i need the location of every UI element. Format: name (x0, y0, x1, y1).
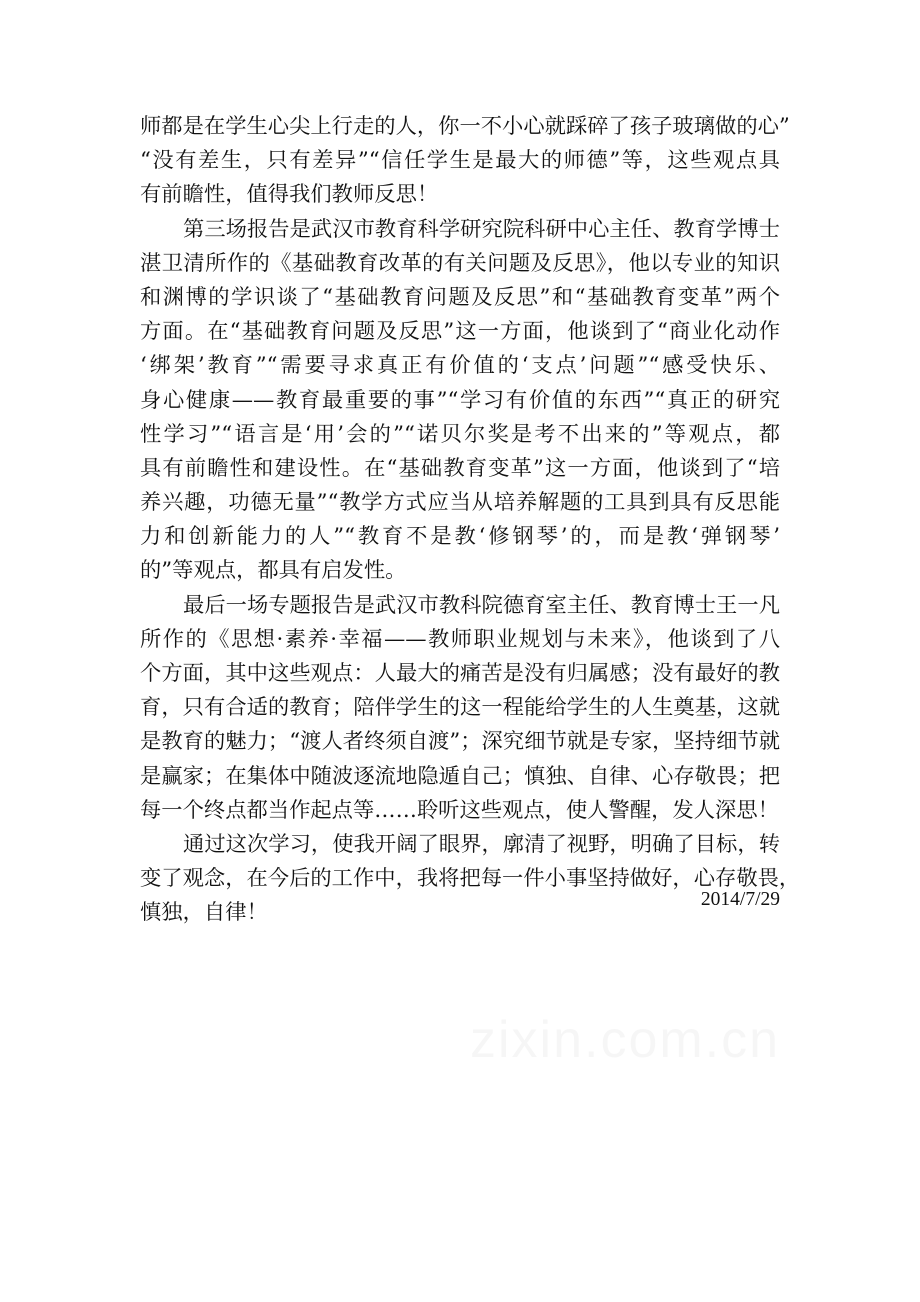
text-line: 有前瞻性，值得我们教师反思！ (140, 182, 439, 208)
text-line: 性学习”“语言是‘用’会的”“诺贝尔奖是考不出来的”等观点，都 (140, 421, 780, 447)
text-line: 湛卫清所作的《基础教育改革的有关问题及反思》，他以专业的知识 (140, 250, 780, 276)
text-line: 是赢家；在集体中随波逐流地隐遁自己；慎独、自律、心存敬畏；把 (140, 763, 780, 789)
paragraph-start-line: 第三场报告是武汉市教育科学研究院科研中心主任、教育学博士 (183, 216, 780, 242)
text-line: 的”等观点，都具有启发性。 (140, 558, 407, 584)
text-line: 方面。在“基础教育问题及反思”这一方面，他谈到了“商业化动作 (140, 319, 780, 345)
text-line: 师都是在学生心尖上行走的人，你一不小心就踩碎了孩子玻璃做的心” (140, 114, 790, 139)
text-line: 每一个终点都当作起点等……聆听这些观点，使人警醒，发人深思！ (140, 797, 779, 823)
text-line: 变了观念，在今后的工作中，我将把每一件小事坚持做好，心存敬畏， (140, 866, 801, 892)
paragraph-start-line: 通过这次学习，使我开阔了眼界，廓清了视野，明确了目标，转 (183, 831, 780, 857)
text-line: 力和创新能力的人”“教育不是教‘修钢琴’的，而是教‘弹钢琴’ (140, 524, 780, 550)
document-date: 2014/7/29 (700, 889, 780, 910)
text-line: ‘绑架’教育”“需要寻求真正有价值的‘支点’问题”“感受快乐、 (140, 353, 780, 379)
text-line: 所作的《思想·素养·幸福——教师职业规划与未来》，他谈到了八 (140, 626, 780, 652)
watermark-text (470, 1010, 800, 1070)
text-line: 慎独，自律！ (140, 900, 268, 926)
body-text (140, 110, 801, 931)
text-line: 是教育的魅力；“渡人者终须自渡”；深究细节就是专家，坚持细节就 (140, 729, 780, 755)
text-line: 养兴趣，功德无量”“教学方式应当从培养解题的工具到具有反思能 (140, 490, 780, 516)
text-line: 个方面，其中这些观点：人最大的痛苦是没有归属感；没有最好的教 (140, 661, 780, 686)
text-line: 育，只有合适的教育；陪伴学生的这一程能给学生的人生奠基，这就 (140, 695, 780, 721)
text-line: “没有差生，只有差异”“信任学生是最大的师德”等，这些观点具 (140, 148, 780, 174)
text-line: 身心健康——教育最重要的事”“学习有价值的东西”“真正的研究 (140, 387, 780, 413)
text-line: 和渊博的学识谈了“基础教育问题及反思”和“基础教育变革”两个 (140, 284, 780, 310)
paragraph-start-line: 最后一场专题报告是武汉市教科院德育室主任、教育博士王一凡 (183, 592, 780, 618)
text-line: 具有前瞻性和建设性。在“基础教育变革”这一方面，他谈到了“培 (140, 455, 780, 481)
